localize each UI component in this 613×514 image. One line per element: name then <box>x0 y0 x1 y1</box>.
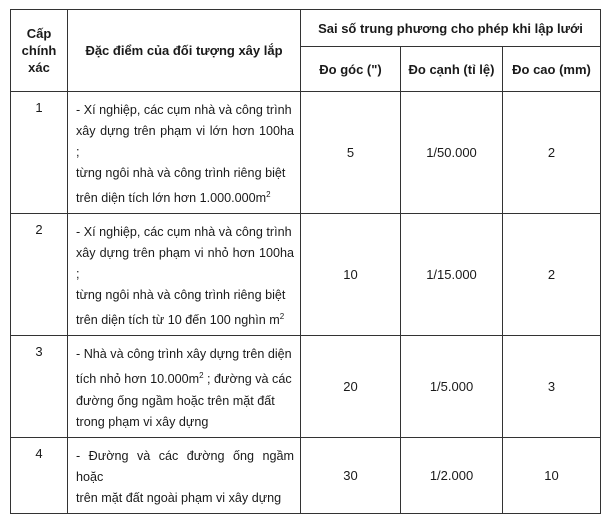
header-level-line2: chính <box>21 43 57 58</box>
header-error-group: Sai số trung phương cho phép khi lập lưới <box>301 10 601 47</box>
row-level: 3 <box>11 336 68 437</box>
row-description <box>68 336 301 437</box>
table-row <box>11 92 601 214</box>
row-description <box>68 437 301 513</box>
row-description <box>68 214 301 336</box>
row-height: 2 <box>503 214 601 336</box>
desc-text: ; đường và các <box>203 372 292 387</box>
row-angle: 10 <box>301 214 401 336</box>
row-angle: 5 <box>301 92 401 214</box>
desc-text: trên diện tích lớn hơn 1.000.000m <box>76 191 267 206</box>
table-row <box>11 336 601 437</box>
desc-superscript: 2 <box>199 371 204 381</box>
row-angle: 30 <box>301 437 401 513</box>
desc-line: trên mặt đất ngoài phạm vi xây dựng <box>76 490 282 505</box>
desc-line: - Xí nghiệp, các cụm nhà và công trình <box>76 103 292 117</box>
header-side: Đo cạnh (tỉ lệ) <box>401 47 503 92</box>
header-feature: Đặc điểm của đối tượng xây lắp <box>68 10 301 92</box>
table-row <box>11 437 601 513</box>
row-level: 1 <box>11 92 68 214</box>
desc-line: từng ngôi nhà và công trình riêng biệt <box>76 166 286 180</box>
desc-text: trên diện tích từ 10 đến 100 nghìn m <box>76 313 280 328</box>
desc-line: từng ngôi nhà và công trình riêng biệt <box>76 288 286 303</box>
row-level: 2 <box>11 214 68 336</box>
desc-line: - Nhà và công trình xây dựng trên diện <box>76 347 292 362</box>
row-height: 2 <box>503 92 601 214</box>
desc-line: xây dựng trên phạm vi lớn hơn 100ha ; <box>76 124 294 159</box>
header-height: Đo cao (mm) <box>503 47 601 92</box>
desc-line <box>76 306 294 331</box>
row-height: 3 <box>503 336 601 437</box>
header-level-line3: xác <box>28 60 50 75</box>
row-side: 1/15.000 <box>401 214 503 336</box>
desc-line <box>76 365 294 390</box>
header-level <box>11 10 68 92</box>
desc-line: - Đường và các đường ống ngầm hoặc <box>76 448 294 484</box>
desc-line: trong phạm vi xây dựng <box>76 414 209 429</box>
row-description <box>68 92 301 214</box>
row-level: 4 <box>11 437 68 513</box>
row-side: 1/50.000 <box>401 92 503 214</box>
header-level-line1: Cấp <box>26 26 52 41</box>
row-angle: 20 <box>301 336 401 437</box>
row-side: 1/2.000 <box>401 437 503 513</box>
desc-line: xây dựng trên phạm vi nhỏ hơn 100ha ; <box>76 246 294 282</box>
desc-line: - Xí nghiệp, các cụm nhà và công trình <box>76 225 292 240</box>
header-angle: Đo góc (") <box>301 47 401 92</box>
desc-text: tích nhỏ hơn 10.000m <box>76 372 200 387</box>
row-height: 10 <box>503 437 601 513</box>
row-side: 1/5.000 <box>401 336 503 437</box>
desc-superscript: 2 <box>266 190 271 199</box>
desc-line: đường ống ngầm hoặc trên mặt đất <box>76 393 275 408</box>
desc-superscript: 2 <box>279 312 285 322</box>
table-row <box>11 214 601 336</box>
tolerance-table <box>10 9 601 514</box>
desc-line <box>76 184 294 209</box>
